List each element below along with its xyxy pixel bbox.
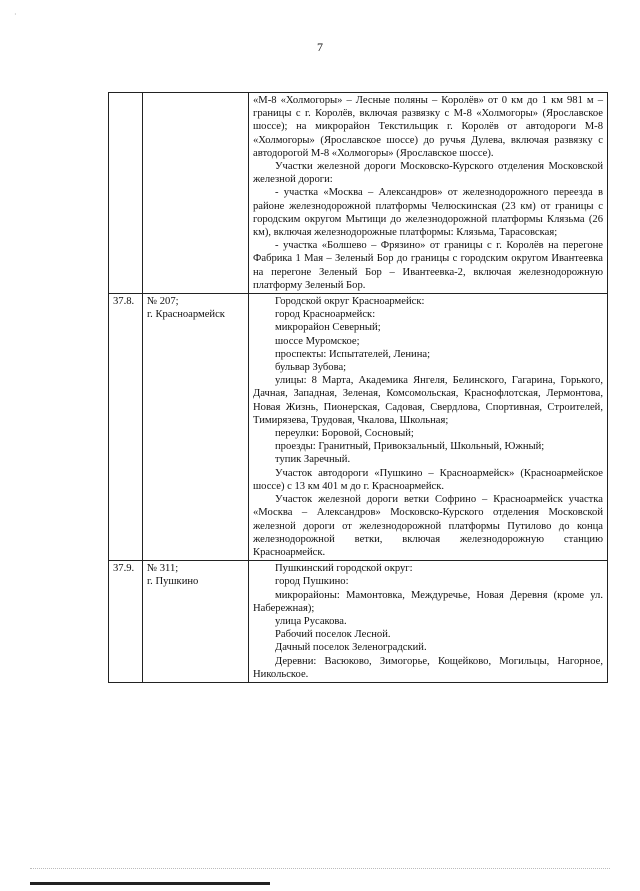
- row-number-cell: [109, 561, 143, 683]
- territory-description-cell: [249, 294, 608, 561]
- station-cell: [143, 93, 249, 294]
- station-line: № 207;: [147, 296, 179, 308]
- territory-paragraph: бульвар Зубова;: [275, 362, 347, 374]
- row-number-cell: [109, 93, 143, 294]
- territory-paragraph: Пушкинский городской округ:: [275, 563, 413, 575]
- territory-paragraph: Участки железной дороги Московско-Курского отделения Московской железной дороги:: [253, 161, 603, 186]
- table-row: [109, 93, 608, 294]
- territory-paragraph: Участок автодороги «Пушкино – Красноармейск» (Красноармейское шоссе) с 13 км 401 м до г. Красноармейск.: [253, 467, 603, 492]
- row-number-cell: [109, 294, 143, 561]
- scan-artifact-bar: [30, 882, 270, 885]
- territory-paragraph: проезды: Гранитный, Привокзальный, Школьный, Южный;: [275, 441, 545, 453]
- territory-paragraph: Дачный поселок Зеленоградский.: [275, 642, 427, 654]
- scan-artifact: ·: [14, 10, 17, 19]
- territory-description-cell: [249, 561, 608, 683]
- territory-paragraph: город Пушкино:: [275, 576, 349, 588]
- territory-paragraph: шоссе Муромское;: [275, 335, 360, 347]
- territory-paragraph: переулки: Боровой, Сосновый;: [275, 428, 414, 440]
- station-line: г. Красноармейск: [147, 309, 225, 321]
- scan-artifact-dots: [30, 868, 610, 870]
- territory-table: [108, 92, 608, 683]
- station-cell: [143, 561, 249, 683]
- row-number: 37.9.: [113, 563, 135, 575]
- territory-paragraph: Городской округ Красноармейск:: [275, 296, 425, 308]
- territory-paragraph: микрорайон Северный;: [275, 322, 381, 334]
- table-row: [109, 294, 608, 561]
- table-row: [109, 561, 608, 683]
- territory-paragraph: Рабочий поселок Лесной.: [275, 629, 391, 641]
- row-number: 37.8.: [113, 296, 135, 308]
- territory-paragraph: «М-8 «Холмогоры» – Лесные поляны – Королёв» от 0 км до 1 км 981 м – границы с г. Королёв, включая развязку с М-8 «Холмогоры» (Ярославское шоссе); на микрорайон Текстильщик г. Королёв от автодороги М-8 «Холмогоры» (Ярославское шоссе) до ручья Дулева, включая развязку с автодорогой М-8 «Холмогоры» (Ярославское шоссе).: [253, 95, 603, 159]
- territory-paragraph: микрорайоны: Мамонтовка, Междуречье, Новая Деревня (кроме ул. Набережная);: [253, 589, 603, 614]
- territory-paragraph: - участка «Москва – Александров» от железнодорожного переезда в районе железнодорожной платформы Челюскинская (23 км) от границы с городским округом Мытищи до железнодорожной платформы Клязьма (26 км), включая железнодорожные платформы: Клязьма, Тарасовская;: [253, 187, 603, 239]
- page-number: 7: [317, 40, 323, 54]
- station-line: № 311;: [147, 563, 179, 575]
- territory-description-cell: [249, 93, 608, 294]
- territory-paragraph: улица Русакова.: [275, 615, 347, 627]
- table-body: [109, 93, 608, 683]
- territory-paragraph: - участка «Болшево – Фрязино» от границы с г. Королёв на перегоне Фабрика 1 Мая – Зеленый Бор до границы с городским округом Ивантеевка на перегоне Зеленый Бор – Ивантеевка-2, включая железнодорожную платформу Зеленый Бор.: [253, 240, 603, 291]
- station-cell: [143, 294, 249, 561]
- territory-paragraph: тупик Заречный.: [275, 454, 351, 466]
- territory-paragraph: Деревни: Васюково, Зимогорье, Кощейково, Могильцы, Нагорное, Никольское.: [253, 655, 603, 680]
- territory-paragraph: улицы: 8 Марта, Академика Янгеля, Белинского, Гагарина, Горького, Дачная, Западная, Зеленая, Комсомольская, Краснофлотская, Лермонтова, Новая Жизнь, Пионерская, Садовая, Свердлова, Спортивная, Строителей, Тимирязева, Трудовая, Чкалова, Школьная;: [253, 375, 603, 426]
- territory-paragraph: город Красноармейск:: [275, 309, 376, 321]
- territory-paragraph: Участок железной дороги ветки Софрино – Красноармейск участка «Москва – Александров» Московско-Курского отделения Московской железной дороги от железнодорожной платформы Путилово до конца железнодорожной ветки, включая железнодорожную станцию Красноармейск.: [253, 494, 603, 558]
- territory-paragraph: проспекты: Испытателей, Ленина;: [275, 348, 431, 360]
- station-line: г. Пушкино: [147, 576, 199, 588]
